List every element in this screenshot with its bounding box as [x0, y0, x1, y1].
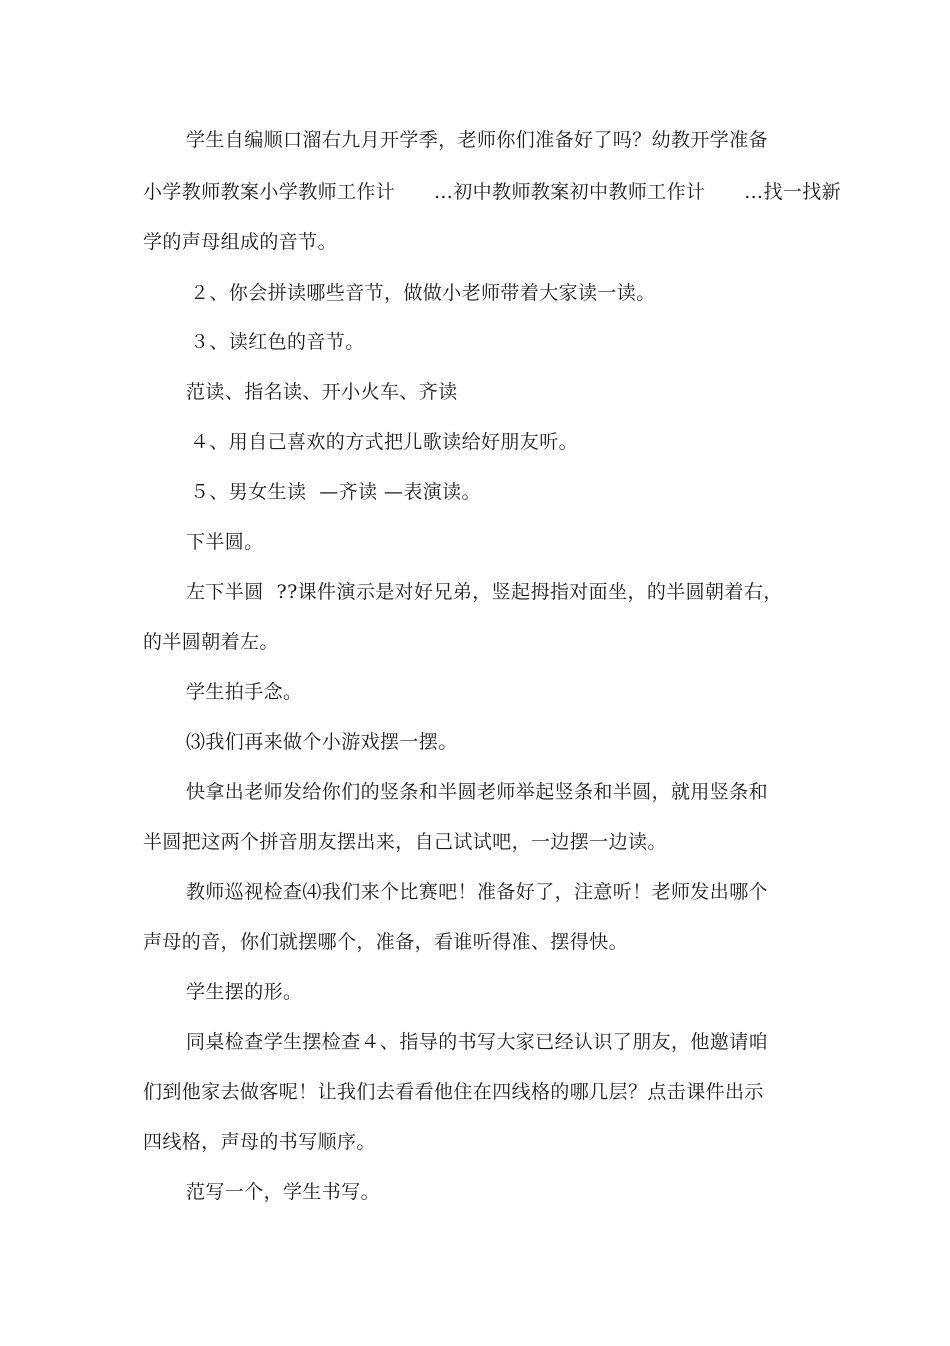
paragraph-line-21: 四线格，声母的书写顺序。	[143, 1131, 376, 1153]
paragraph-line-13: ⑶我们再来做个小游戏摆一摆。	[186, 731, 458, 753]
paragraph-line-1: 学生自编顺口溜右九月开学季，老师你们准备好了吗？幼教开学准备	[186, 129, 769, 151]
paragraph-line-14: 快拿出老师发给你们的竖条和半圆老师举起竖条和半圆，就用竖条和	[186, 781, 769, 803]
paragraph-line-17: 声母的音，你们就摆哪个，准备，看谁听得准、摆得快。	[143, 931, 629, 953]
paragraph-line-7: ４、用自己喜欢的方式把儿歌读给好朋友听。	[190, 431, 579, 453]
paragraph-line-9: 下半圆。	[186, 531, 264, 553]
paragraph-line-20: 们到他家去做客呢！让我们去看看他住在四线格的哪几层？点击课件出示	[143, 1081, 764, 1103]
paragraph-line-22: 范写一个，学生书写。	[186, 1181, 381, 1203]
paragraph-line-11: 的半圆朝着左。	[143, 631, 279, 653]
paragraph-line-10: 左下半圆 ??课件演示是对好兄弟，竖起拇指对面坐，的半圆朝着右，	[186, 581, 783, 603]
paragraph-line-2: 小学教师教案小学教师工作计 …初中教师教案初中教师工作计 …找一找新	[143, 181, 842, 203]
paragraph-line-12: 学生拍手念。	[186, 681, 303, 703]
paragraph-line-6: 范读、指名读、开小火车、齐读	[186, 381, 458, 403]
paragraph-line-3: 学的声母组成的音节。	[143, 231, 338, 253]
paragraph-line-18: 学生摆的形。	[186, 981, 303, 1003]
paragraph-line-15: 半圆把这两个拼音朋友摆出来，自己试试吧，一边摆一边读。	[143, 831, 667, 853]
paragraph-line-16: 教师巡视检查⑷我们来个比赛吧！准备好了，注意听！老师发出哪个	[186, 881, 769, 903]
paragraph-line-19: 同桌检查学生摆检查４、指导的书写大家已经认识了朋友，他邀请咱	[186, 1031, 769, 1053]
paragraph-line-5: ３、读红色的音节。	[190, 331, 365, 353]
paragraph-line-4: ２、你会拼读哪些音节，做做小老师带着大家读一读。	[190, 282, 656, 304]
paragraph-line-8: ５、男女生读 —齐读 —表演读。	[190, 481, 481, 503]
